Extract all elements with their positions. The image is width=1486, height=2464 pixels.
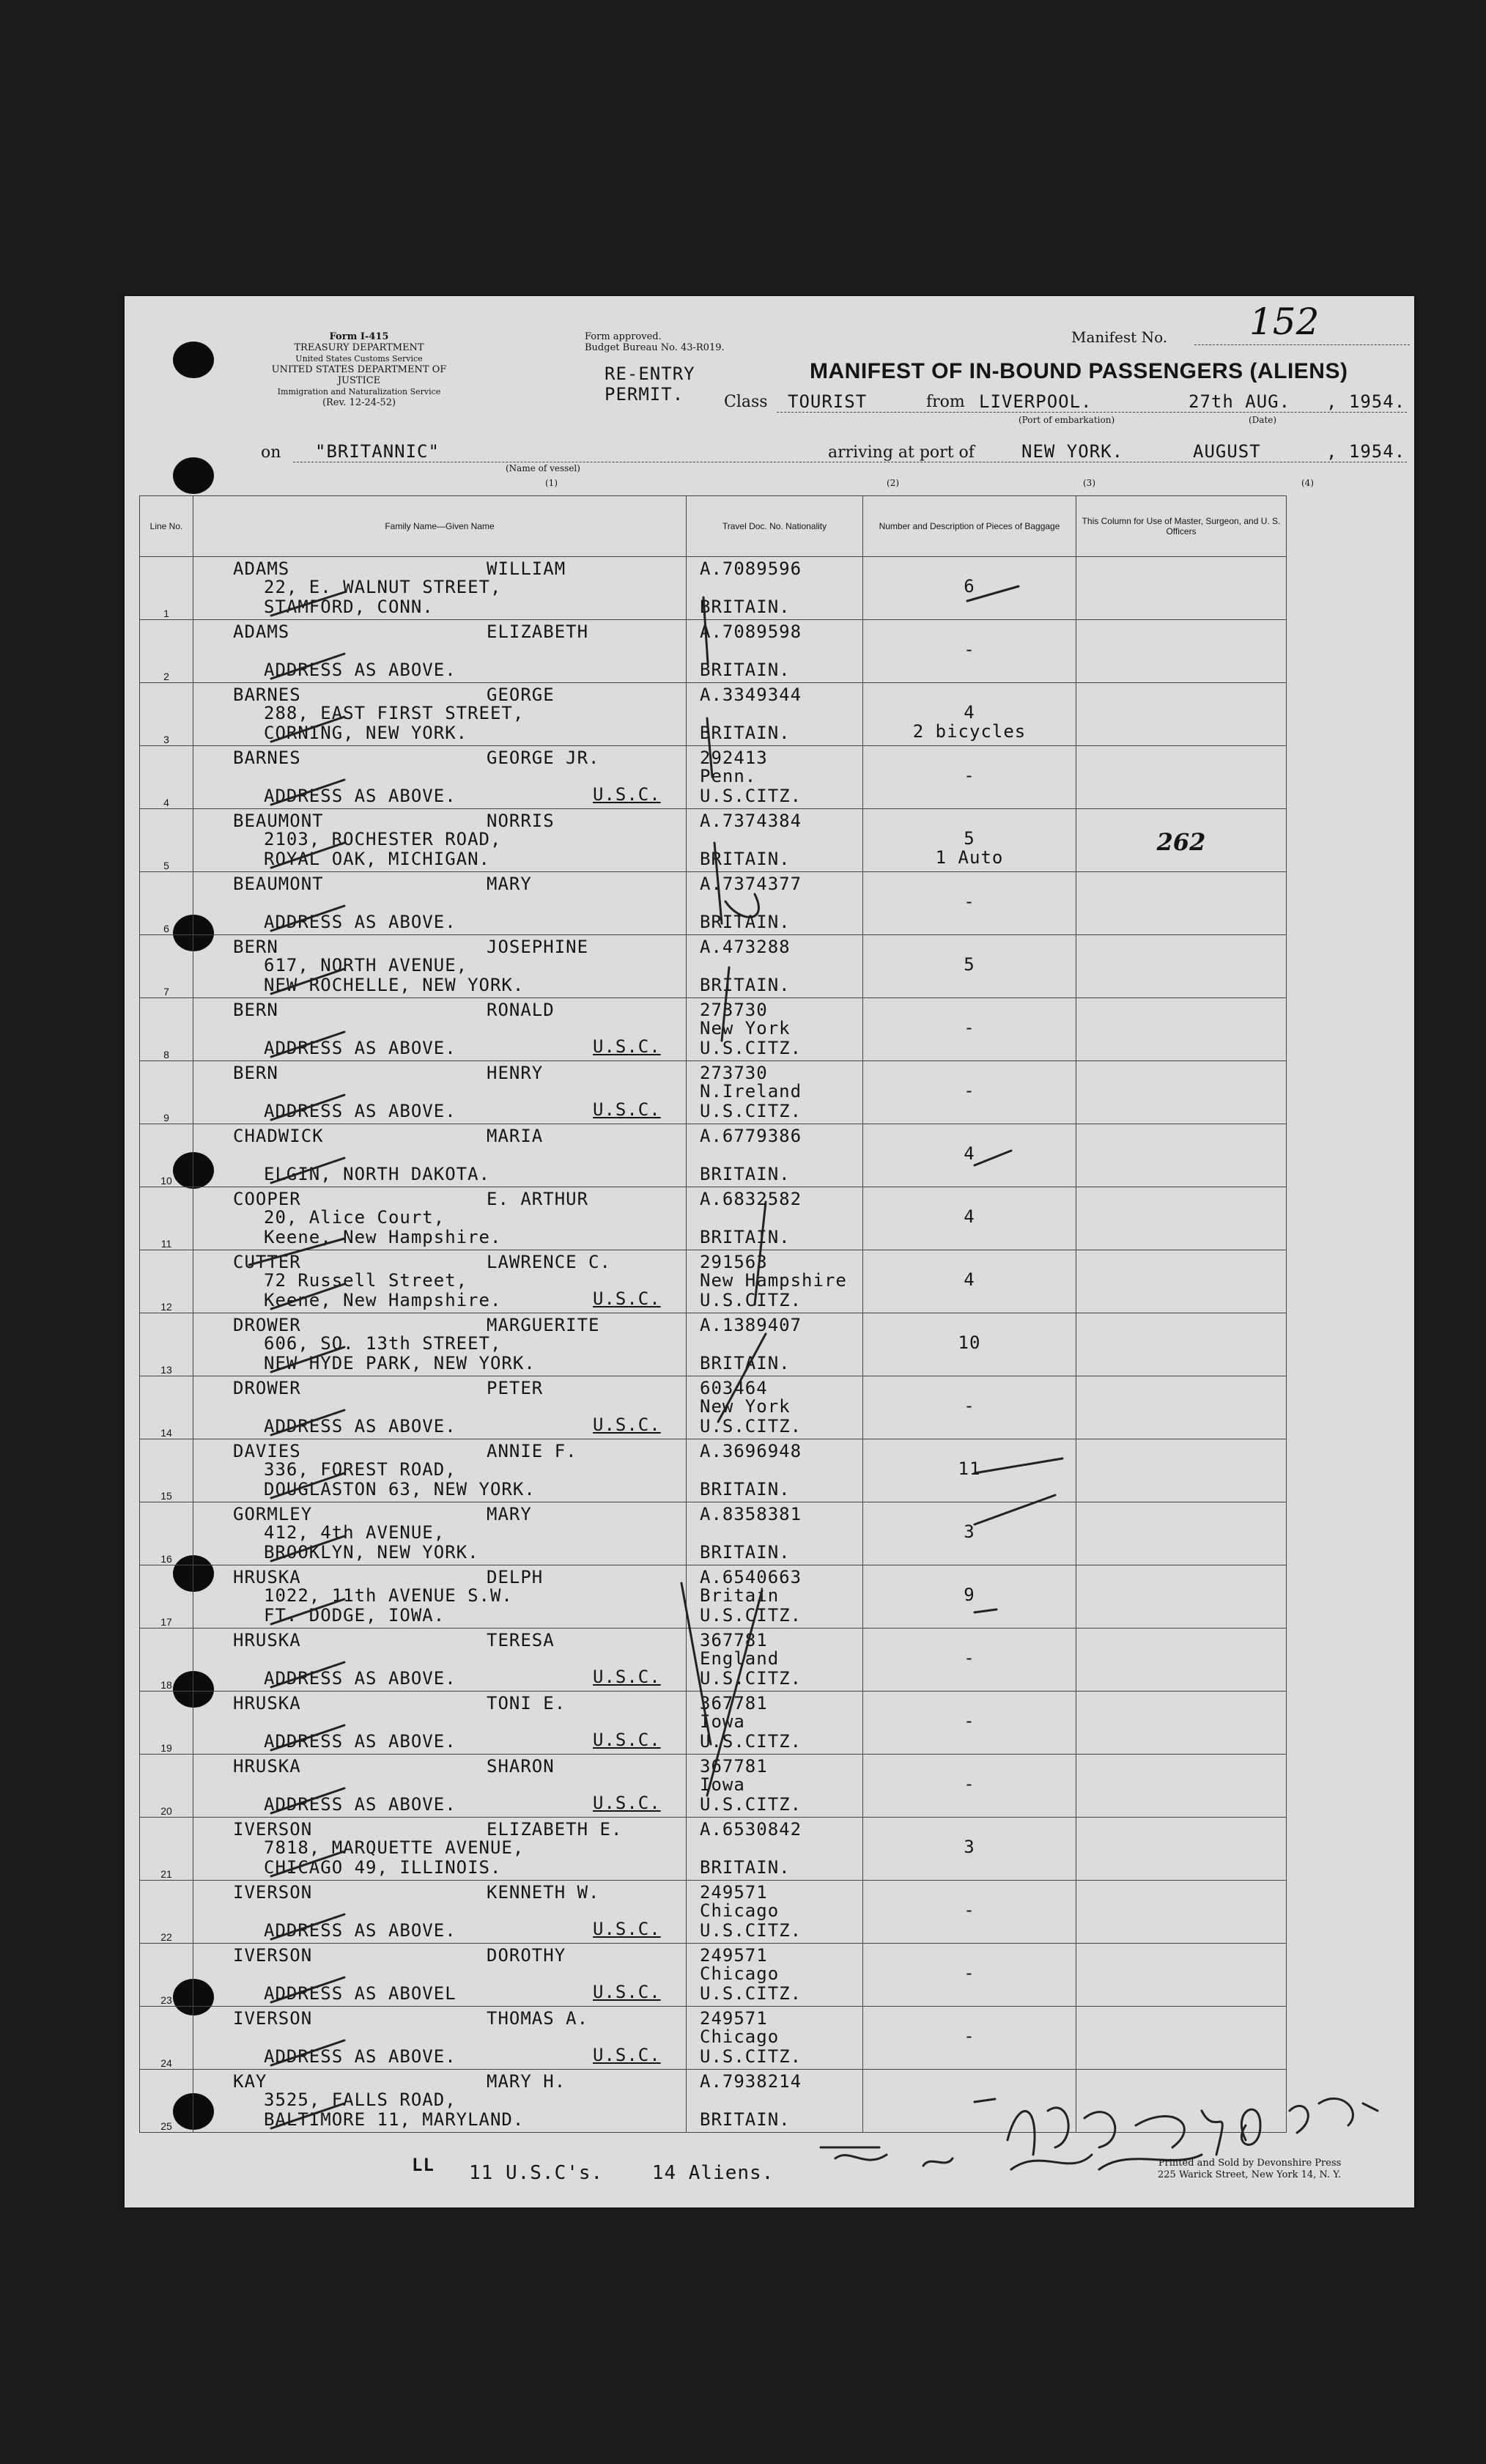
treasury-dept: TREASURY DEPARTMENT: [294, 342, 424, 353]
handwritten-signature: [1241, 2098, 1378, 2144]
embarkation-port: LIVERPOOL.: [979, 391, 1093, 412]
passenger-addr1: 2103, ROCHESTER ROAD,: [264, 829, 502, 849]
travel-doc1: 273730: [700, 1000, 768, 1020]
line-number: 13: [140, 1313, 193, 1376]
line-number: 3: [140, 683, 193, 746]
passenger-given: KENNETH W.: [487, 1882, 600, 1903]
travel-doc3: BRITAIN.: [700, 597, 791, 617]
passenger-family: CHADWICK: [233, 1126, 324, 1146]
passenger-addr2: NEW HYDE PARK, NEW YORK.: [264, 1353, 536, 1373]
check-mark: [271, 1788, 344, 1813]
travel-doc2: Chicago: [700, 2026, 780, 2047]
passenger-family: HRUSKA: [233, 1567, 301, 1587]
passenger-addr2: ADDRESS AS ABOVE.: [264, 1920, 456, 1941]
travel-doc1: A.3349344: [700, 685, 802, 705]
baggage-count: 4: [964, 1143, 975, 1164]
class-label: Class: [724, 393, 768, 411]
travel-doc1: 249571: [700, 1882, 768, 1903]
line-number: 4: [140, 746, 193, 809]
passenger-given: RONALD: [487, 1000, 555, 1020]
passenger-given: SHARON: [487, 1756, 555, 1777]
passenger-addr2: ADDRESS AS ABOVE.: [264, 1416, 456, 1436]
line-number: 9: [140, 1061, 193, 1124]
baggage-count: -: [964, 1648, 975, 1668]
line-number: 7: [140, 935, 193, 998]
handwritten-signature: [1008, 2108, 1222, 2155]
passenger-addr2: BALTIMORE 11, MARYLAND.: [264, 2109, 525, 2130]
reentry-line1: RE-ENTRY: [605, 364, 695, 384]
passenger-family: COOPER: [233, 1189, 301, 1209]
passenger-given: LAWRENCE C.: [487, 1252, 611, 1272]
pencil-stroke: [718, 1334, 766, 1422]
passenger-family: IVERSON: [233, 1819, 313, 1840]
travel-doc3: BRITAIN.: [700, 723, 791, 743]
baggage-count: -: [964, 1080, 975, 1101]
baggage-count: 4: [964, 702, 975, 723]
passenger-given: MARIA: [487, 1126, 544, 1146]
pencil-stroke: [722, 967, 729, 1041]
check-mark: [975, 1495, 1055, 1524]
passenger-given: TERESA: [487, 1630, 555, 1650]
passenger-family: IVERSON: [233, 2008, 313, 2029]
travel-doc2: New York: [700, 1396, 791, 1417]
passenger-addr2: ADDRESS AS ABOVE.: [264, 660, 456, 680]
check-mark: [271, 1347, 344, 1372]
passenger-addr2: ADDRESS AS ABOVE.: [264, 1101, 456, 1121]
baggage-count: -: [964, 639, 975, 660]
line-number: 14: [140, 1376, 193, 1439]
check-mark: [271, 1662, 344, 1687]
passenger-given: GEORGE JR.: [487, 748, 600, 768]
passenger-family: KAY: [233, 2071, 267, 2092]
baggage-count: 9: [964, 1585, 975, 1605]
line-number: 23: [140, 1944, 193, 2007]
passenger-given: ELIZABETH E.: [487, 1819, 623, 1840]
col-header-name: Family Name—Given Name: [193, 496, 687, 557]
on-label: on: [261, 443, 281, 462]
pencil-stroke: [681, 1583, 711, 1744]
check-mark: [271, 1914, 344, 1939]
passenger-addr2: Keene, New Hampshire.: [264, 1227, 502, 1247]
passenger-addr1: 20, Alice Court,: [264, 1207, 446, 1228]
passenger-usc: U.S.C.: [593, 1036, 661, 1057]
passenger-family: BERN: [233, 1063, 278, 1083]
passenger-usc: U.S.C.: [593, 1099, 661, 1120]
baggage-description: 2 bicycles: [912, 721, 1027, 742]
travel-doc1: A.6540663: [700, 1567, 802, 1587]
travel-doc3: BRITAIN.: [700, 1227, 791, 1247]
passenger-given: THOMAS A.: [487, 2008, 589, 2029]
form-number: Form I-415: [329, 331, 389, 342]
pencil-stroke: [707, 1590, 762, 1796]
passenger-family: BARNES: [233, 748, 301, 768]
handwritten-note: [821, 2147, 887, 2160]
line-number: 5: [140, 809, 193, 872]
travel-doc1: 292413: [700, 748, 768, 768]
travel-doc1: 291563: [700, 1252, 768, 1272]
passenger-addr2: DOUGLASTON 63, NEW YORK.: [264, 1479, 536, 1500]
justice-dept: UNITED STATES DEPARTMENT OF JUSTICE: [271, 364, 447, 386]
check-mark: [271, 843, 344, 868]
passenger-given: MARY: [487, 874, 532, 894]
passenger-addr1: 1022, 11th AVENUE S.W.: [264, 1585, 513, 1606]
passenger-usc: U.S.C.: [593, 784, 661, 805]
revision: (Rev. 12-24-52): [322, 397, 396, 408]
line-number: 20: [140, 1755, 193, 1818]
check-mark: [271, 1284, 344, 1309]
check-mark: [271, 2103, 344, 2128]
line-number: 24: [140, 2007, 193, 2070]
travel-doc3: BRITAIN.: [700, 660, 791, 680]
date-caption: (Date): [1249, 415, 1277, 425]
passenger-addr1: 606, SO. 13th STREET,: [264, 1333, 502, 1354]
baggage-count: 5: [964, 954, 975, 975]
line-number: 17: [140, 1565, 193, 1628]
col-header-line: Line No.: [140, 496, 193, 557]
passenger-usc: U.S.C.: [593, 1982, 661, 2002]
travel-doc3: U.S.CITZ.: [700, 1416, 802, 1436]
travel-doc3: BRITAIN.: [700, 1164, 791, 1184]
passenger-given: DOROTHY: [487, 1945, 566, 1966]
baggage-count: -: [964, 765, 975, 786]
travel-doc1: A.7374384: [700, 811, 802, 831]
travel-doc3: U.S.CITZ.: [700, 1731, 802, 1752]
sailing-year: , 1954.: [1326, 391, 1406, 412]
travel-doc1: A.473288: [700, 937, 791, 957]
passenger-addr2: ROYAL OAK, MICHIGAN.: [264, 849, 490, 869]
line-number: 25: [140, 2070, 193, 2133]
check-mark: [271, 2040, 344, 2065]
travel-doc1: 249571: [700, 1945, 768, 1966]
handwritten-note: [923, 2158, 953, 2166]
passenger-family: BERN: [233, 1000, 278, 1020]
passenger-addr2: CHICAGO 49, ILLINOIS.: [264, 1857, 502, 1878]
passenger-family: HRUSKA: [233, 1630, 301, 1650]
check-mark: [271, 1725, 344, 1750]
travel-doc1: A.3696948: [700, 1441, 802, 1461]
baggage-count: 6: [964, 576, 975, 597]
arrival-year: , 1954.: [1326, 441, 1406, 462]
form-approved: Form approved.: [585, 331, 662, 342]
travel-doc2: New Hampshire: [700, 1270, 847, 1291]
travel-doc3: U.S.CITZ.: [700, 1668, 802, 1689]
travel-doc3: U.S.CITZ.: [700, 786, 802, 806]
baggage-count: -: [964, 891, 975, 912]
passenger-addr2: BROOKLYN, NEW YORK.: [264, 1542, 479, 1563]
check-mark: [271, 1032, 344, 1057]
travel-doc3: U.S.CITZ.: [700, 1920, 802, 1941]
passenger-given: E. ARTHUR: [487, 1189, 589, 1209]
travel-doc3: BRITAIN.: [700, 1479, 791, 1500]
baggage-description: 1 Auto: [935, 847, 1004, 868]
travel-doc1: A.8358381: [700, 1504, 802, 1524]
check-mark: [271, 654, 344, 679]
budget-bureau: Budget Bureau No. 43-R019.: [585, 342, 725, 353]
check-mark: [271, 1851, 344, 1876]
check-mark: [271, 1536, 344, 1561]
passenger-addr2: Keene, New Hampshire.: [264, 1290, 502, 1310]
passenger-addr2: ADDRESS AS ABOVE.: [264, 1731, 456, 1752]
passenger-given: PETER: [487, 1378, 544, 1398]
travel-doc1: 603464: [700, 1378, 768, 1398]
travel-doc1: 273730: [700, 1063, 768, 1083]
travel-doc3: BRITAIN.: [700, 2109, 791, 2130]
travel-doc2: Penn.: [700, 766, 757, 786]
baggage-count: -: [964, 1395, 975, 1416]
travel-doc3: BRITAIN.: [700, 1542, 791, 1563]
passenger-given: DELPH: [487, 1567, 544, 1587]
passenger-addr2: ADDRESS AS ABOVE.: [264, 912, 456, 932]
col-header-doc: Travel Doc. No. Nationality: [687, 496, 863, 557]
pencil-stroke: [707, 718, 712, 777]
travel-doc2: New York: [700, 1018, 791, 1039]
col-num-3: (3): [1083, 478, 1095, 488]
from-label: from: [926, 393, 965, 411]
check-mark: [271, 906, 344, 931]
passenger-addr1: 72 Russell Street,: [264, 1270, 468, 1291]
col-num-2: (2): [887, 478, 899, 488]
line-number: 11: [140, 1187, 193, 1250]
baggage-count: 5: [964, 828, 975, 849]
check-mark: [271, 717, 344, 742]
pencil-stroke: [714, 843, 722, 923]
travel-doc2: Chicago: [700, 1963, 780, 1984]
printer-line1: Printed and Sold by Devonshire Press: [1158, 2158, 1342, 2169]
passenger-addr1: 288, EAST FIRST STREET,: [264, 703, 525, 723]
manifest-number: 152: [1249, 300, 1320, 343]
travel-doc1: A.7089596: [700, 558, 802, 579]
check-mark: [271, 1410, 344, 1435]
travel-doc3: U.S.CITZ.: [700, 1983, 802, 2004]
travel-doc1: A.7089598: [700, 621, 802, 642]
passenger-given: ELIZABETH: [487, 621, 589, 642]
line-number: 2: [140, 620, 193, 683]
check-mark: [975, 1151, 1011, 1165]
check-mark: [271, 780, 344, 805]
passenger-addr2: ADDRESS AS ABOVE.: [264, 786, 456, 806]
customs-service: United States Customs Service: [295, 354, 423, 364]
line-number: 15: [140, 1439, 193, 1502]
passenger-addr2: FT. DODGE, IOWA.: [264, 1605, 446, 1626]
pencil-stroke: [725, 894, 758, 917]
travel-doc3: BRITAIN.: [700, 849, 791, 869]
passenger-family: CUTTER: [233, 1252, 301, 1272]
check-mark: [271, 592, 344, 616]
passenger-given: MARGUERITE: [487, 1315, 600, 1335]
ins-name: Immigration and Naturalization Service: [277, 387, 441, 396]
passenger-addr1: 412, 4th AVENUE,: [264, 1522, 446, 1543]
check-mark: [249, 1239, 344, 1265]
travel-doc2: Iowa: [700, 1711, 745, 1732]
check-mark: [271, 1599, 344, 1624]
vessel-col-num: (1): [545, 478, 558, 488]
passenger-given: MARY H.: [487, 2071, 566, 2092]
passenger-addr2: NEW ROCHELLE, NEW YORK.: [264, 975, 525, 995]
line-number: 18: [140, 1628, 193, 1692]
arrival-month: AUGUST: [1193, 441, 1261, 462]
passenger-family: ADAMS: [233, 558, 290, 579]
printer-line2: 225 Warick Street, New York 14, N. Y.: [1158, 2169, 1342, 2180]
travel-doc3: U.S.CITZ.: [700, 1605, 802, 1626]
line-number: 10: [140, 1124, 193, 1187]
baggage-count: -: [964, 1711, 975, 1731]
printer-imprint: [1158, 2158, 1341, 2181]
travel-doc3: U.S.CITZ.: [700, 1101, 802, 1121]
officer-note: 262: [1156, 828, 1206, 856]
passenger-addr2: ADDRESS AS ABOVEL: [264, 1983, 456, 2004]
passenger-usc: U.S.C.: [593, 1667, 661, 1687]
passenger-addr1: 336, FOREST ROAD,: [264, 1459, 456, 1480]
vessel-name: "BRITANNIC": [315, 441, 440, 462]
arriving-label: arriving at port of: [828, 443, 975, 462]
passenger-addr2: ADDRESS AS ABOVE.: [264, 2046, 456, 2067]
line-number: 6: [140, 872, 193, 935]
check-mark: [975, 2099, 995, 2102]
col-header-officers: This Column for Use of Master, Surgeon, and U. S. Officers: [1076, 496, 1287, 557]
passenger-usc: U.S.C.: [593, 1730, 661, 1750]
baggage-count: 3: [964, 1837, 975, 1857]
line-number: 8: [140, 998, 193, 1061]
check-mark: [271, 1977, 344, 2002]
travel-doc3: U.S.CITZ.: [700, 1290, 802, 1310]
travel-doc1: A.7938214: [700, 2071, 802, 2092]
baggage-count: 10: [958, 1332, 981, 1353]
baggage-count: 4: [964, 1206, 975, 1227]
travel-doc1: A.6779386: [700, 1126, 802, 1146]
passenger-addr2: ADDRESS AS ABOVE.: [264, 1794, 456, 1815]
footer-totals: 11 U.S.C's. 14 Aliens.: [469, 2162, 775, 2184]
check-mark: [975, 1458, 1062, 1473]
travel-doc3: U.S.CITZ.: [700, 1038, 802, 1058]
baggage-count: 3: [964, 1521, 975, 1542]
passenger-addr1: 3525, FALLS ROAD,: [264, 2089, 456, 2110]
baggage-count: -: [964, 1017, 975, 1038]
baggage-count: -: [964, 1774, 975, 1794]
passenger-addr2: CORNING, NEW YORK.: [264, 723, 468, 743]
travel-doc3: BRITAIN.: [700, 975, 791, 995]
passenger-given: HENRY: [487, 1063, 544, 1083]
passenger-family: BERN: [233, 937, 278, 957]
baggage-count: 4: [964, 1269, 975, 1290]
passenger-addr1: 617, NORTH AVENUE,: [264, 955, 468, 975]
passenger-usc: U.S.C.: [593, 1793, 661, 1813]
passenger-usc: U.S.C.: [593, 1414, 661, 1435]
passenger-usc: U.S.C.: [593, 1919, 661, 1939]
line-number: 16: [140, 1502, 193, 1565]
passenger-addr2: ELGIN, NORTH DAKOTA.: [264, 1164, 490, 1184]
passenger-given: WILLIAM: [487, 558, 566, 579]
passenger-given: TONI E.: [487, 1693, 566, 1714]
passenger-family: DROWER: [233, 1378, 301, 1398]
pencil-stroke: [703, 597, 708, 663]
check-mark: [271, 1095, 344, 1120]
baggage-count: -: [964, 1963, 975, 1983]
passenger-family: HRUSKA: [233, 1756, 301, 1777]
passenger-usc: U.S.C.: [593, 2045, 661, 2065]
col-num-4: (4): [1301, 478, 1314, 488]
baggage-count: -: [964, 1900, 975, 1920]
passenger-given: JOSEPHINE: [487, 937, 589, 957]
line-number: 12: [140, 1250, 193, 1313]
passenger-addr2: ADDRESS AS ABOVE.: [264, 1668, 456, 1689]
passenger-addr2: ADDRESS AS ABOVE.: [264, 1038, 456, 1058]
line-number: 19: [140, 1692, 193, 1755]
vessel-caption: (Name of vessel): [506, 463, 580, 473]
pencil-stroke: [755, 1202, 766, 1305]
passenger-usc: U.S.C.: [593, 1288, 661, 1309]
line-number: 22: [140, 1881, 193, 1944]
travel-doc3: BRITAIN.: [700, 912, 791, 932]
travel-doc3: BRITAIN.: [700, 1353, 791, 1373]
travel-doc3: BRITAIN.: [700, 1857, 791, 1878]
travel-doc1: 367781: [700, 1756, 768, 1777]
check-mark: [271, 1158, 344, 1183]
passenger-family: IVERSON: [233, 1945, 313, 1966]
passenger-family: ADAMS: [233, 621, 290, 642]
passenger-family: BARNES: [233, 685, 301, 705]
passenger-given: NORRIS: [487, 811, 555, 831]
sailing-date: 27th AUG.: [1189, 391, 1291, 412]
embarkation-caption: (Port of embarkation): [1019, 415, 1115, 425]
travel-doc2: N.Ireland: [700, 1081, 802, 1102]
reentry-line2: PERMIT.: [605, 384, 684, 405]
travel-doc3: U.S.CITZ.: [700, 2046, 802, 2067]
travel-doc1: A.6832582: [700, 1189, 802, 1209]
travel-doc2: Iowa: [700, 1774, 745, 1795]
passenger-family: IVERSON: [233, 1882, 313, 1903]
passenger-family: BEAUMONT: [233, 874, 324, 894]
travel-doc1: 249571: [700, 2008, 768, 2029]
baggage-count: 11: [958, 1458, 981, 1479]
passenger-given: MARY: [487, 1504, 532, 1524]
passenger-family: GORMLEY: [233, 1504, 313, 1524]
passenger-family: DAVIES: [233, 1441, 301, 1461]
passenger-addr2: STAMFORD, CONN.: [264, 597, 434, 617]
check-mark: [975, 1609, 997, 1612]
travel-doc1: A.1389407: [700, 1315, 802, 1335]
manifest-no-label: Manifest No.: [1071, 328, 1168, 346]
passenger-family: HRUSKA: [233, 1693, 301, 1714]
passenger-addr1: 7818, MARQUETTE AVENUE,: [264, 1837, 525, 1858]
travel-doc1: A.6530842: [700, 1819, 802, 1840]
manifest-title: MANIFEST OF IN-BOUND PASSENGERS (ALIENS): [810, 359, 1348, 383]
baggage-count: -: [964, 2026, 975, 2046]
passenger-given: ANNIE F.: [487, 1441, 577, 1461]
footer-ll: LL: [412, 2155, 435, 2175]
passenger-family: BEAUMONT: [233, 811, 324, 831]
class-value: TOURIST: [788, 391, 868, 412]
col-header-baggage: Number and Description of Pieces of Baggage: [863, 496, 1076, 557]
travel-doc2: Chicago: [700, 1900, 780, 1921]
check-mark: [271, 1473, 344, 1498]
line-number: 1: [140, 557, 193, 620]
travel-doc1: 367781: [700, 1693, 768, 1714]
travel-doc2: England: [700, 1648, 780, 1669]
travel-doc2: Britain: [700, 1585, 780, 1606]
travel-doc1: 367781: [700, 1630, 768, 1650]
check-mark: [271, 969, 344, 994]
travel-doc3: U.S.CITZ.: [700, 1794, 802, 1815]
passenger-addr1: 22, E. WALNUT STREET,: [264, 577, 502, 597]
passenger-given: GEORGE: [487, 685, 555, 705]
line-number: 21: [140, 1818, 193, 1881]
travel-doc1: A.7374377: [700, 874, 802, 894]
check-mark: [967, 586, 1019, 601]
passenger-family: DROWER: [233, 1315, 301, 1335]
arrival-port: NEW YORK.: [1021, 441, 1124, 462]
